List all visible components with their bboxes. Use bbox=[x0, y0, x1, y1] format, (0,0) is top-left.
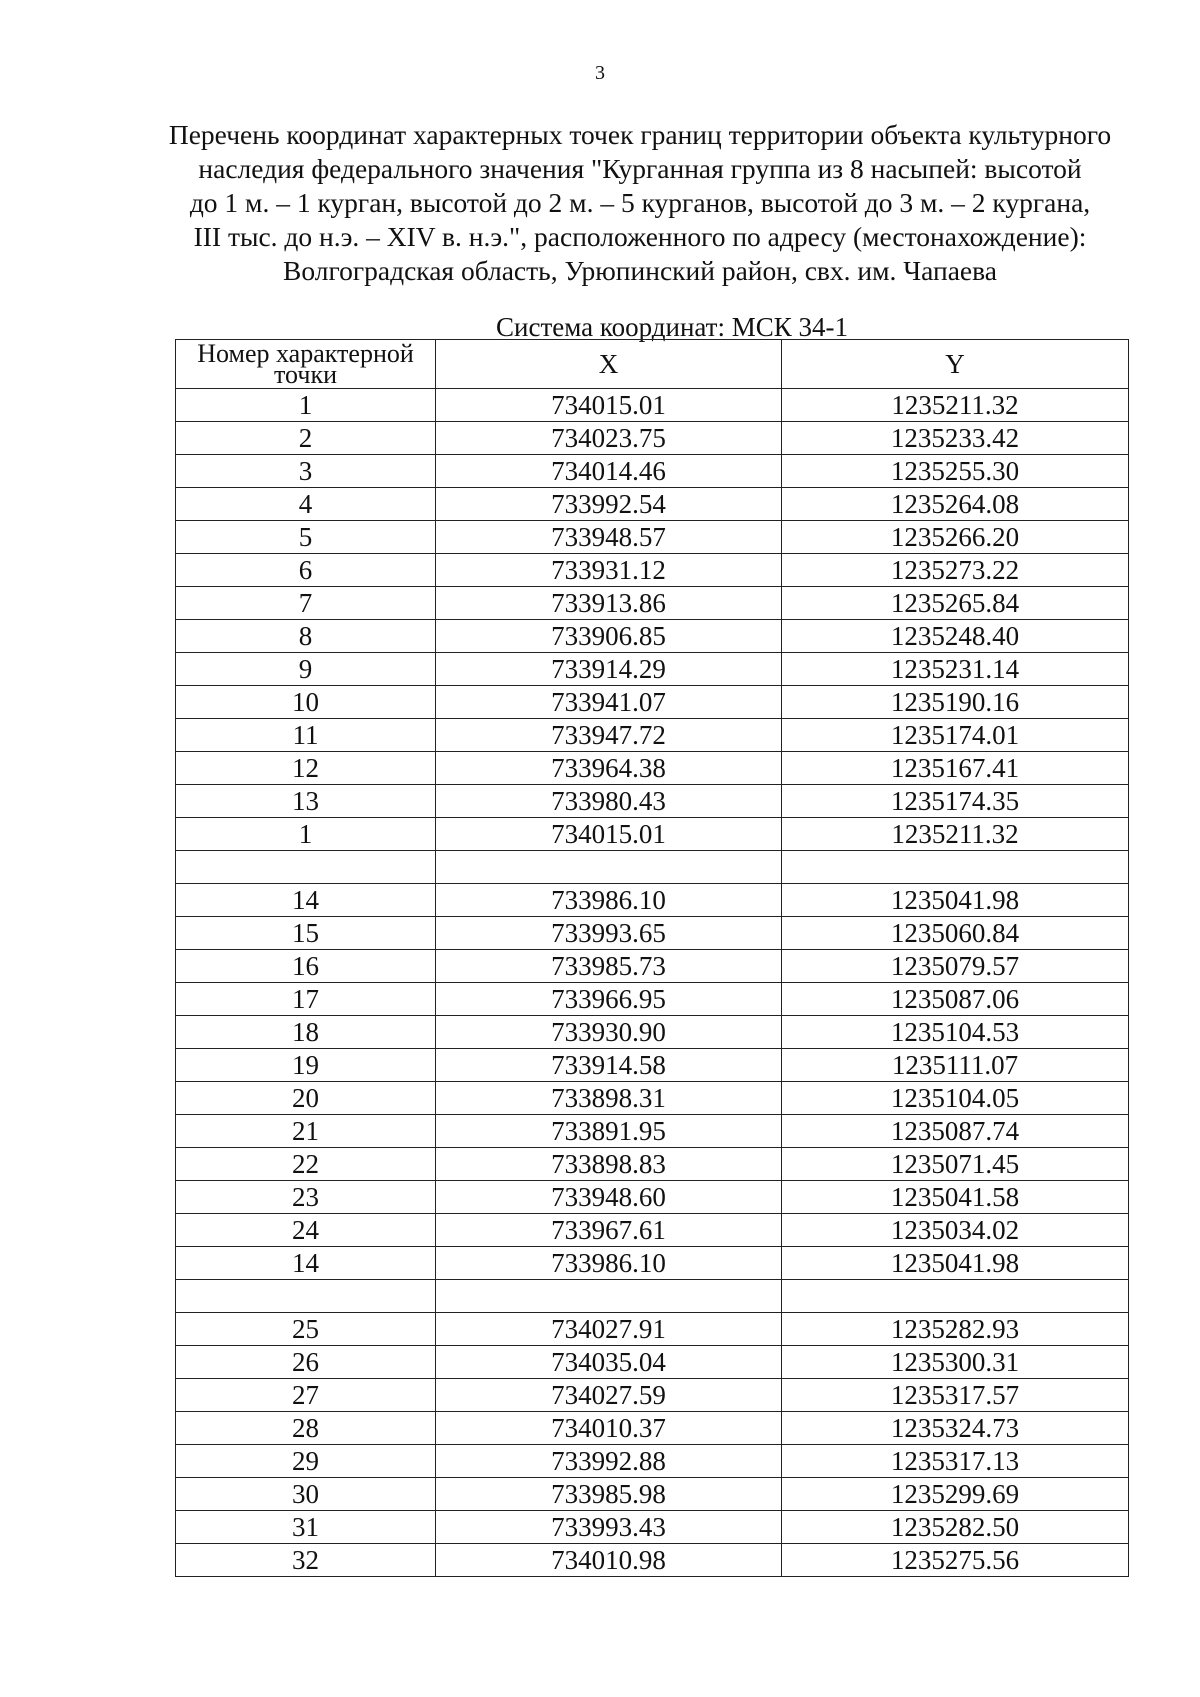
table-row bbox=[176, 653, 1129, 686]
cell-x: 733898.31 bbox=[436, 1082, 782, 1115]
table-row bbox=[176, 422, 1129, 455]
cell-point-number: 26 bbox=[176, 1346, 436, 1379]
cell-x: 733992.54 bbox=[436, 488, 782, 521]
cell-x: 734015.01 bbox=[436, 818, 782, 851]
table-row bbox=[176, 950, 1129, 983]
table-row bbox=[176, 1412, 1129, 1445]
cell-y: 1235041.58 bbox=[782, 1181, 1129, 1214]
table-row bbox=[176, 1346, 1129, 1379]
cell-point-number: 32 bbox=[176, 1544, 436, 1577]
table-row bbox=[176, 1115, 1129, 1148]
coordinates-table bbox=[175, 339, 1129, 1577]
table-row bbox=[176, 1379, 1129, 1412]
cell-x: 733906.85 bbox=[436, 620, 782, 653]
cell-x bbox=[436, 851, 782, 884]
cell-point-number: 1 bbox=[176, 389, 436, 422]
cell-point-number: 8 bbox=[176, 620, 436, 653]
table-row bbox=[176, 1181, 1129, 1214]
cell-x: 733947.72 bbox=[436, 719, 782, 752]
cell-point-number: 4 bbox=[176, 488, 436, 521]
cell-point-number bbox=[176, 1280, 436, 1313]
cell-point-number: 1 bbox=[176, 818, 436, 851]
coordinate-system-caption: Система координат: МСК 34-1 bbox=[496, 312, 848, 342]
cell-point-number bbox=[176, 851, 436, 884]
table-row bbox=[176, 1214, 1129, 1247]
cell-y bbox=[782, 851, 1129, 884]
cell-x: 733931.12 bbox=[436, 554, 782, 587]
cell-y: 1235324.73 bbox=[782, 1412, 1129, 1445]
cell-x: 734027.59 bbox=[436, 1379, 782, 1412]
cell-y: 1235111.07 bbox=[782, 1049, 1129, 1082]
cell-point-number: 19 bbox=[176, 1049, 436, 1082]
cell-y: 1235282.50 bbox=[782, 1511, 1129, 1544]
table-row bbox=[176, 455, 1129, 488]
cell-x: 733930.90 bbox=[436, 1016, 782, 1049]
cell-x: 733941.07 bbox=[436, 686, 782, 719]
table-row bbox=[176, 1148, 1129, 1181]
cell-point-number: 6 bbox=[176, 554, 436, 587]
cell-x: 733948.57 bbox=[436, 521, 782, 554]
cell-x: 733993.43 bbox=[436, 1511, 782, 1544]
cell-point-number: 17 bbox=[176, 983, 436, 1016]
table-row bbox=[176, 1082, 1129, 1115]
cell-y: 1235211.32 bbox=[782, 389, 1129, 422]
header-point-number bbox=[176, 340, 436, 389]
cell-y: 1235299.69 bbox=[782, 1478, 1129, 1511]
cell-point-number: 11 bbox=[176, 719, 436, 752]
header-y: Y bbox=[782, 340, 1129, 389]
cell-point-number: 9 bbox=[176, 653, 436, 686]
header-point-number-line1: Номер характерной bbox=[197, 339, 414, 368]
table-row bbox=[176, 1247, 1129, 1280]
cell-y: 1235300.31 bbox=[782, 1346, 1129, 1379]
cell-y: 1235079.57 bbox=[782, 950, 1129, 983]
title-line: наследия федерального значения "Курганная группа из 8 насыпей: высотой bbox=[198, 153, 1082, 184]
cell-x: 733914.58 bbox=[436, 1049, 782, 1082]
table-row bbox=[176, 785, 1129, 818]
cell-point-number: 22 bbox=[176, 1148, 436, 1181]
header-x: X bbox=[436, 340, 782, 389]
cell-x: 734010.98 bbox=[436, 1544, 782, 1577]
cell-x: 733898.83 bbox=[436, 1148, 782, 1181]
cell-y: 1235071.45 bbox=[782, 1148, 1129, 1181]
cell-point-number: 29 bbox=[176, 1445, 436, 1478]
cell-point-number: 3 bbox=[176, 455, 436, 488]
page-number: 3 bbox=[595, 62, 605, 84]
cell-point-number: 13 bbox=[176, 785, 436, 818]
cell-x: 734035.04 bbox=[436, 1346, 782, 1379]
cell-y: 1235266.20 bbox=[782, 521, 1129, 554]
table-row bbox=[176, 389, 1129, 422]
cell-y: 1235174.35 bbox=[782, 785, 1129, 818]
cell-y: 1235265.84 bbox=[782, 587, 1129, 620]
cell-y: 1235104.05 bbox=[782, 1082, 1129, 1115]
cell-x: 733964.38 bbox=[436, 752, 782, 785]
cell-point-number: 14 bbox=[176, 884, 436, 917]
cell-y: 1235317.57 bbox=[782, 1379, 1129, 1412]
table-row bbox=[176, 620, 1129, 653]
table-row bbox=[176, 1313, 1129, 1346]
cell-x: 733980.43 bbox=[436, 785, 782, 818]
cell-y: 1235231.14 bbox=[782, 653, 1129, 686]
table-row bbox=[176, 1478, 1129, 1511]
cell-point-number: 20 bbox=[176, 1082, 436, 1115]
cell-point-number: 12 bbox=[176, 752, 436, 785]
cell-x: 733986.10 bbox=[436, 884, 782, 917]
cell-y: 1235041.98 bbox=[782, 1247, 1129, 1280]
cell-point-number: 31 bbox=[176, 1511, 436, 1544]
cell-x: 734027.91 bbox=[436, 1313, 782, 1346]
header-point-number-line2: точки bbox=[274, 360, 337, 389]
cell-x: 734014.46 bbox=[436, 455, 782, 488]
cell-y: 1235233.42 bbox=[782, 422, 1129, 455]
cell-x: 733966.95 bbox=[436, 983, 782, 1016]
table-row bbox=[176, 1016, 1129, 1049]
table-row bbox=[176, 983, 1129, 1016]
cell-point-number: 30 bbox=[176, 1478, 436, 1511]
table-row bbox=[176, 851, 1129, 884]
cell-x: 733948.60 bbox=[436, 1181, 782, 1214]
cell-y: 1235211.32 bbox=[782, 818, 1129, 851]
cell-point-number: 16 bbox=[176, 950, 436, 983]
cell-point-number: 28 bbox=[176, 1412, 436, 1445]
cell-x: 733967.61 bbox=[436, 1214, 782, 1247]
cell-y: 1235275.56 bbox=[782, 1544, 1129, 1577]
table-row bbox=[176, 587, 1129, 620]
table-row bbox=[176, 719, 1129, 752]
cell-x: 733986.10 bbox=[436, 1247, 782, 1280]
table-row bbox=[176, 1049, 1129, 1082]
cell-point-number: 14 bbox=[176, 1247, 436, 1280]
cell-y: 1235264.08 bbox=[782, 488, 1129, 521]
table-row bbox=[176, 521, 1129, 554]
cell-y: 1235255.30 bbox=[782, 455, 1129, 488]
cell-y: 1235190.16 bbox=[782, 686, 1129, 719]
table-row bbox=[176, 818, 1129, 851]
cell-point-number: 21 bbox=[176, 1115, 436, 1148]
table-row bbox=[176, 1511, 1129, 1544]
cell-y: 1235060.84 bbox=[782, 917, 1129, 950]
cell-point-number: 25 bbox=[176, 1313, 436, 1346]
cell-point-number: 18 bbox=[176, 1016, 436, 1049]
cell-point-number: 27 bbox=[176, 1379, 436, 1412]
cell-y: 1235174.01 bbox=[782, 719, 1129, 752]
cell-y: 1235104.53 bbox=[782, 1016, 1129, 1049]
cell-x: 733891.95 bbox=[436, 1115, 782, 1148]
table-row bbox=[176, 554, 1129, 587]
cell-y: 1235087.06 bbox=[782, 983, 1129, 1016]
cell-point-number: 5 bbox=[176, 521, 436, 554]
cell-y: 1235317.13 bbox=[782, 1445, 1129, 1478]
cell-y: 1235273.22 bbox=[782, 554, 1129, 587]
title-line: до 1 м. – 1 курган, высотой до 2 м. – 5 курганов, высотой до 3 м. – 2 кургана, bbox=[189, 187, 1091, 218]
cell-point-number: 2 bbox=[176, 422, 436, 455]
cell-y: 1235282.93 bbox=[782, 1313, 1129, 1346]
title-line: III тыс. до н.э. – XIV в. н.э.", расположенного по адресу (местонахождение): bbox=[193, 221, 1087, 252]
table-row bbox=[176, 1445, 1129, 1478]
title-line: Волгоградская область, Урюпинский район, свх. им. Чапаева bbox=[283, 255, 997, 286]
cell-x: 733985.98 bbox=[436, 1478, 782, 1511]
table-row bbox=[176, 1544, 1129, 1577]
table-row bbox=[176, 752, 1129, 785]
table-row bbox=[176, 917, 1129, 950]
table-row bbox=[176, 488, 1129, 521]
title-line: Перечень координат характерных точек границ территории объекта культурного bbox=[168, 119, 1112, 150]
cell-y: 1235034.02 bbox=[782, 1214, 1129, 1247]
table-row bbox=[176, 884, 1129, 917]
cell-y: 1235248.40 bbox=[782, 620, 1129, 653]
cell-point-number: 15 bbox=[176, 917, 436, 950]
cell-x: 734010.37 bbox=[436, 1412, 782, 1445]
document-title bbox=[140, 118, 1140, 288]
table-row bbox=[176, 1280, 1129, 1313]
table-header-row bbox=[176, 340, 1129, 389]
cell-point-number: 10 bbox=[176, 686, 436, 719]
cell-point-number: 23 bbox=[176, 1181, 436, 1214]
cell-y: 1235041.98 bbox=[782, 884, 1129, 917]
table-body bbox=[176, 389, 1129, 1577]
cell-point-number: 7 bbox=[176, 587, 436, 620]
table-row bbox=[176, 686, 1129, 719]
cell-y: 1235167.41 bbox=[782, 752, 1129, 785]
cell-y: 1235087.74 bbox=[782, 1115, 1129, 1148]
cell-x: 733913.86 bbox=[436, 587, 782, 620]
cell-x: 734023.75 bbox=[436, 422, 782, 455]
cell-x: 734015.01 bbox=[436, 389, 782, 422]
cell-x: 733914.29 bbox=[436, 653, 782, 686]
cell-x: 733985.73 bbox=[436, 950, 782, 983]
cell-point-number: 24 bbox=[176, 1214, 436, 1247]
cell-x bbox=[436, 1280, 782, 1313]
cell-x: 733992.88 bbox=[436, 1445, 782, 1478]
cell-y bbox=[782, 1280, 1129, 1313]
cell-x: 733993.65 bbox=[436, 917, 782, 950]
